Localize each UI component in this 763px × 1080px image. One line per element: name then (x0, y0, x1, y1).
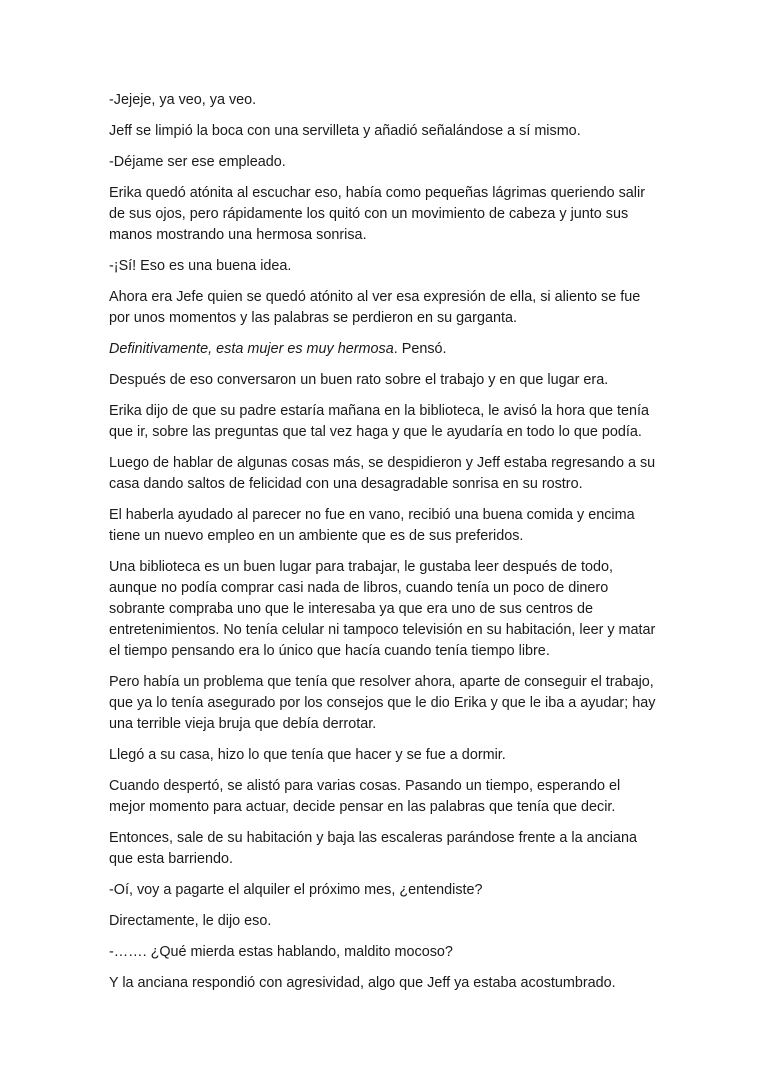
thought-text: Definitivamente, esta mujer es muy hermosa (109, 341, 394, 357)
thought-tail: . Pensó. (393, 341, 447, 357)
paragraph: Después de eso conversaron un buen rato sobre el trabajo y en que lugar era. (109, 372, 609, 388)
paragraph: Entonces, sale de su habitación y baja las escaleras parándose frente a la anciana que esta barriendo. (109, 830, 637, 867)
paragraph: -Oí, voy a pagarte el alquiler el próximo mes, ¿entendiste? (109, 882, 483, 898)
paragraph: El haberla ayudado al parecer no fue en vano, recibió una buena comida y encima tiene un nuevo empleo en un ambiente que es de sus preferidos. (109, 507, 635, 544)
paragraph: -Déjame ser ese empleado. (109, 154, 286, 170)
paragraph: Jeff se limpió la boca con una servilleta y añadió señalándose a sí mismo. (109, 123, 581, 139)
document-body (109, 90, 659, 1004)
paragraph: -Jejeje, ya veo, ya veo. (109, 92, 257, 108)
paragraph: Una biblioteca es un buen lugar para trabajar, le gustaba leer después de todo, aunque no podía comprar casi nada de libros, cuando tenía un poco de dinero sobrante compraba uno que le interesaba ya que era uno de sus centros de entretenimientos. No tenía celular ni tampoco televisión en su habitación, leer y matar el tiempo pensando era lo único que hacía cuando tenía tiempo libre. (109, 559, 656, 659)
paragraph-thought (109, 339, 659, 360)
paragraph: Erika dijo de que su padre estaría mañana en la biblioteca, le avisó la hora que tenía que ir, sobre las preguntas que tal vez haga y que le ayudaría en todo lo que podía. (109, 403, 650, 440)
paragraph: Cuando despertó, se alistó para varias cosas. Pasando un tiempo, esperando el mejor momento para actuar, decide pensar en las palabras que tenía que decir. (109, 778, 621, 815)
paragraph: Directamente, le dijo eso. (109, 913, 272, 929)
paragraph: Y la anciana respondió con agresividad, algo que Jeff ya estaba acostumbrado. (109, 975, 616, 991)
paragraph: -¡Sí! Eso es una buena idea. (109, 258, 292, 274)
paragraph: Ahora era Jefe quien se quedó atónito al ver esa expresión de ella, si aliento se fue por unos momentos y las palabras se perdieron en su garganta. (109, 289, 641, 326)
paragraph: -……. ¿Qué mierda estas hablando, maldito mocoso? (109, 944, 453, 960)
paragraph: Pero había un problema que tenía que resolver ahora, aparte de conseguir el trabajo, que ya lo tenía asegurado por los consejos que le dio Erika y que le iba a ayudar; hay una terrible vieja bruja que debía derrotar. (109, 674, 656, 732)
paragraph: Erika quedó atónita al escuchar eso, había como pequeñas lágrimas queriendo salir de sus ojos, pero rápidamente los quitó con un movimiento de cabeza y junto sus manos mostrando una hermosa sonrisa. (109, 185, 645, 243)
paragraph: Luego de hablar de algunas cosas más, se despidieron y Jeff estaba regresando a su casa dando saltos de felicidad con una desagradable sonrisa en su rostro. (109, 455, 656, 492)
paragraph: Llegó a su casa, hizo lo que tenía que hacer y se fue a dormir. (109, 747, 506, 763)
